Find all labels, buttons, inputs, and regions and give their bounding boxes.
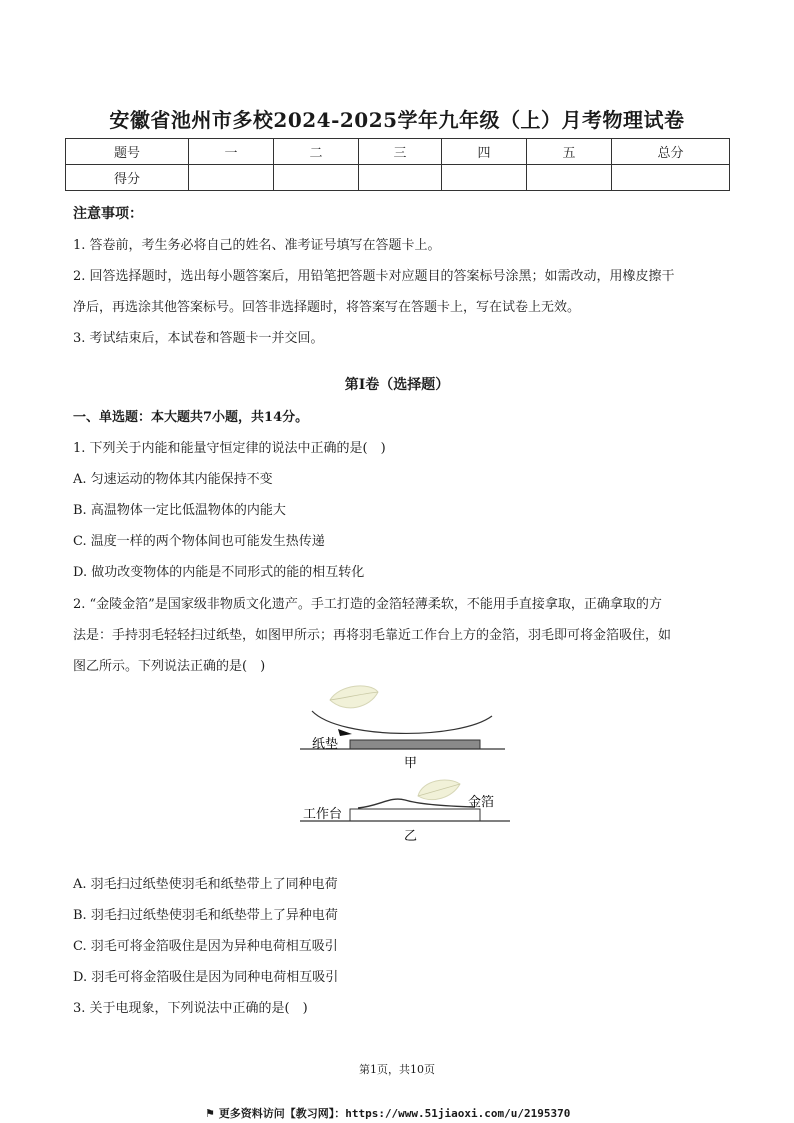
score-header-cell: 三 xyxy=(359,139,442,165)
q1-option-b: B. 高温物体一定比低温物体的内能大 xyxy=(73,503,286,518)
q3-stem: 3. 关于电现象，下列说法中正确的是( ) xyxy=(73,1001,308,1016)
q1-option-a: A. 匀速运动的物体其内能保持不变 xyxy=(73,472,273,487)
part-heading: 一、单选题：本大题共7小题，共14分。 xyxy=(73,410,309,425)
score-header-cell: 二 xyxy=(274,139,359,165)
resource-link[interactable] xyxy=(205,1105,570,1121)
score-cell xyxy=(274,165,359,191)
score-row-label: 得分 xyxy=(66,165,189,191)
score-cell xyxy=(442,165,527,191)
score-cell xyxy=(359,165,442,191)
exam-title: 安徽省池州市多校2024-2025学年九年级（上）月考物理试卷 xyxy=(109,108,685,132)
q1-stem: 1. 下列关于内能和能量守恒定律的说法中正确的是( ) xyxy=(73,441,386,456)
score-table-header-row xyxy=(66,139,730,165)
gold-foil xyxy=(358,799,475,808)
q2-stem-line: 法是：手持羽毛轻轻扫过纸垫，如图甲所示；再将羽毛靠近工作台上方的金箔，羽毛即可将金箔吸住，如 xyxy=(73,628,672,643)
figure-b-label: 乙 xyxy=(404,829,418,844)
notice-line: 净后，再选涂其他答案标号。回答非选择题时，将答案写在答题卡上，写在试卷上无效。 xyxy=(73,300,581,315)
feather-icon xyxy=(418,780,460,800)
q1-option-d: D. 做功改变物体的内能是不同形式的能的相互转化 xyxy=(73,565,365,580)
q2-option-d: D. 羽毛可将金箔吸住是因为同种电荷相互吸引 xyxy=(73,970,339,985)
score-table-score-row xyxy=(66,165,730,191)
flag-icon: ⚑ xyxy=(205,1107,219,1120)
score-header-cell: 题号 xyxy=(66,139,189,165)
notice-heading: 注意事项： xyxy=(73,206,143,222)
score-cell xyxy=(189,165,274,191)
resource-link-text: 更多资料访问【教习网】：https://www.51jiaoxi.com/u/2195370 xyxy=(218,1107,571,1120)
page-footer: 第1页，共10页 xyxy=(359,1063,435,1076)
figure-a-label: 甲 xyxy=(404,756,418,771)
score-cell xyxy=(527,165,612,191)
notice-line: 1. 答卷前，考生务必将自己的姓名、准考证号填写在答题卡上。 xyxy=(73,238,441,253)
q2-option-c: C. 羽毛可将金箔吸住是因为异种电荷相互吸引 xyxy=(73,939,338,954)
score-header-cell: 四 xyxy=(442,139,527,165)
section-title: 第I卷（选择题） xyxy=(344,377,450,393)
q2-stem-line: 2. “金陵金箔”是国家级非物质文化遗产。手工打造的金箔轻薄柔软，不能用手直接拿取，正确拿取的方 xyxy=(73,597,662,612)
work-bench xyxy=(350,809,480,821)
q2-option-b: B. 羽毛扫过纸垫使羽毛和纸垫带上了异种电荷 xyxy=(73,908,338,923)
bench-label: 工作台 xyxy=(303,807,343,822)
notice-line: 3. 考试结束后，本试卷和答题卡一并交回。 xyxy=(73,331,324,346)
feather-icon xyxy=(330,686,378,708)
paper-pad xyxy=(350,740,480,749)
score-header-cell: 总分 xyxy=(612,139,730,165)
q1-option-c: C. 温度一样的两个物体间也可能发生热传递 xyxy=(73,534,325,549)
feather-foil-figure xyxy=(300,678,520,848)
score-header-cell: 五 xyxy=(527,139,612,165)
score-cell xyxy=(612,165,730,191)
q2-option-a: A. 羽毛扫过纸垫使羽毛和纸垫带上了同种电荷 xyxy=(73,877,338,892)
score-table xyxy=(65,138,730,191)
foil-label: 金箔 xyxy=(468,795,495,810)
score-header-cell: 一 xyxy=(189,139,274,165)
q2-stem-line: 图乙所示。下列说法正确的是( ) xyxy=(73,659,266,674)
notice-line: 2. 回答选择题时，选出每小题答案后，用铅笔把答题卡对应题目的答案标号涂黑；如需改动，用橡皮擦干 xyxy=(73,269,675,284)
pad-label: 纸垫 xyxy=(312,737,339,752)
arrow-head-icon xyxy=(338,729,352,736)
